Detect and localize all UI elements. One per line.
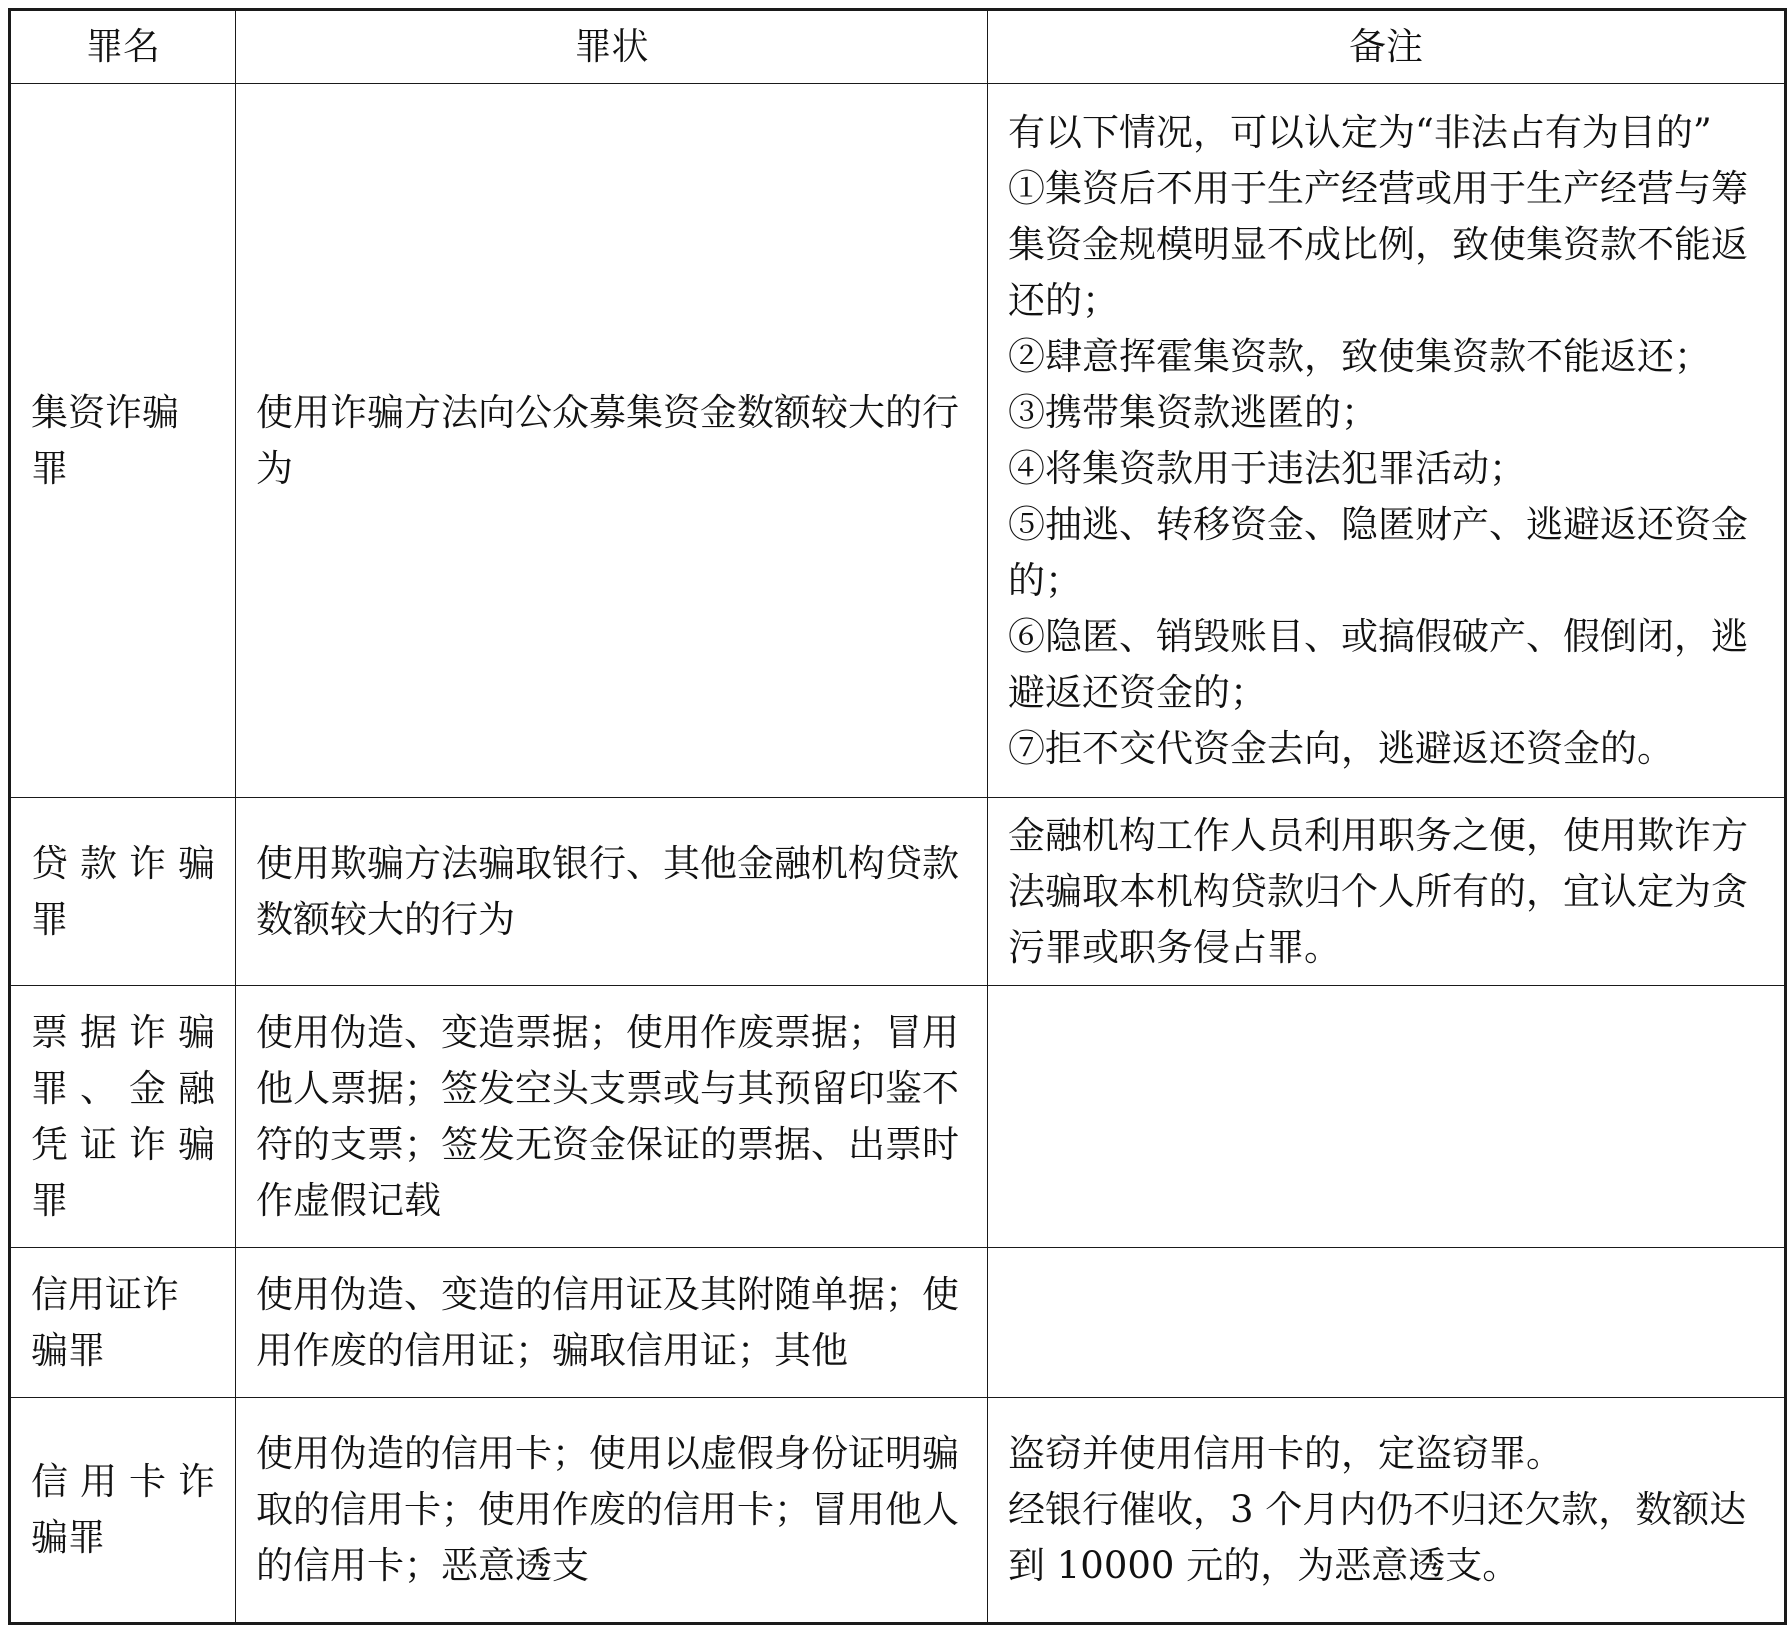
remarks-line: ③携带集资款逃匿的； xyxy=(1008,390,1378,434)
table-row xyxy=(10,798,1786,986)
conduct-cell: 使用伪造、变造的信用证及其附随单据；使用作废的信用证；骗取信用证；其他 xyxy=(236,1248,988,1398)
crime-name-cell: 票据诈骗罪、金融凭证诈骗罪 xyxy=(10,986,236,1248)
remarks-cell xyxy=(988,1398,1786,1624)
remarks-line: ②肆意挥霍集资款，致使集资款不能返还； xyxy=(1008,334,1711,378)
remarks-line: 经银行催收，3 个月内仍不归还欠款，数额达到 10000 元的，为恶意透支。 xyxy=(1008,1488,1747,1587)
crime-name-cell: 贷款诈骗罪 xyxy=(10,798,236,986)
table-row xyxy=(10,84,1786,798)
header-criminal-conduct: 罪状 xyxy=(236,10,988,84)
remarks-line: 有以下情况，可以认定为“非法占有为目的” xyxy=(1008,110,1712,154)
conduct-cell: 使用伪造、变造票据；使用作废票据；冒用他人票据；签发空头支票或与其预留印鉴不符的支票；签发无资金保证的票据、出票时作虚假记载 xyxy=(236,986,988,1248)
remarks-cell xyxy=(988,798,1786,986)
crime-name-cell: 集资诈骗罪 xyxy=(10,84,236,798)
remarks-line: ⑦拒不交代资金去向，逃避返还资金的。 xyxy=(1008,726,1674,770)
conduct-cell: 使用伪造的信用卡；使用以虚假身份证明骗取的信用卡；使用作废的信用卡；冒用他人的信用卡；恶意透支 xyxy=(236,1398,988,1624)
table-row xyxy=(10,1398,1786,1624)
crime-name-cell: 信用证诈骗罪 xyxy=(10,1248,236,1398)
remarks-line: ④将集资款用于违法犯罪活动； xyxy=(1008,446,1526,490)
remarks-cell xyxy=(988,1248,1786,1398)
table-row xyxy=(10,986,1786,1248)
remarks-line: ⑤抽逃、转移资金、隐匿财产、逃避返还资金的； xyxy=(1008,502,1748,602)
table-row xyxy=(10,1248,1786,1398)
remarks-line: ⑥隐匿、销毁账目、或搞假破产、假倒闭，逃避返还资金的； xyxy=(1008,614,1748,714)
financial-fraud-table xyxy=(8,8,1787,1625)
remarks-line: 金融机构工作人员利用职务之便，使用欺诈方法骗取本机构贷款归个人所有的，宜认定为贪污罪或职务侵占罪。 xyxy=(1008,813,1748,969)
conduct-cell: 使用诈骗方法向公众募集资金数额较大的行为 xyxy=(236,84,988,798)
header-remarks: 备注 xyxy=(988,10,1786,84)
conduct-cell: 使用欺骗方法骗取银行、其他金融机构贷款数额较大的行为 xyxy=(236,798,988,986)
header-crime-name: 罪名 xyxy=(10,10,236,84)
remarks-cell xyxy=(988,84,1786,798)
remarks-line: ①集资后不用于生产经营或用于生产经营与筹集资金规模明显不成比例，致使集资款不能返还的； xyxy=(1008,166,1748,322)
remarks-line: 盗窃并使用信用卡的，定盗窃罪。 xyxy=(1008,1432,1563,1475)
remarks-cell xyxy=(988,986,1786,1248)
table-header-row xyxy=(10,10,1786,84)
crime-name-cell: 信用卡诈骗罪 xyxy=(10,1398,236,1624)
